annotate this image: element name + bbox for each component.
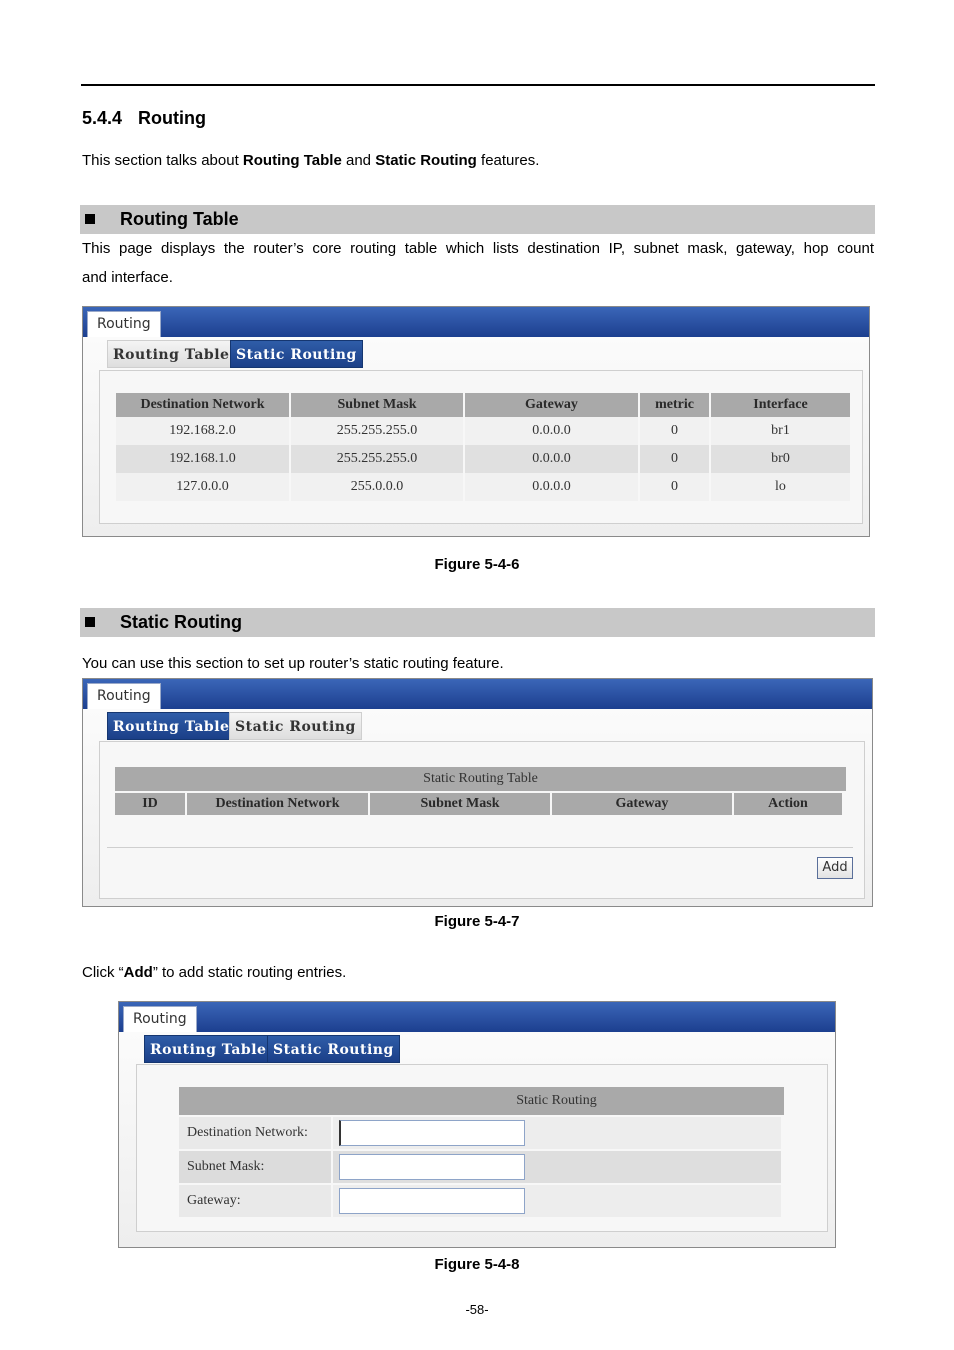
cell-interface: lo [711,473,850,501]
click-add-note [82,958,346,987]
cell-subnet: 255.0.0.0 [291,473,463,501]
panel-tab-routing[interactable]: Routing [123,1006,197,1032]
static-routing-form-screenshot [118,1001,836,1248]
panel-header-bar [119,1002,835,1032]
table-header-row [116,393,850,417]
gateway-input[interactable] [339,1188,525,1214]
band-heading: Routing Table [120,209,239,229]
table-header-row [115,793,842,815]
add-button[interactable]: Add [817,857,853,879]
col-gateway: Gateway [552,793,732,815]
band-heading: Static Routing [120,612,242,632]
note-text: Click “ [82,964,124,981]
label-gateway: Gateway: [179,1185,331,1217]
intro-paragraph [82,146,539,175]
value-cell [333,1117,781,1149]
cell-metric: 0 [640,417,709,445]
tab-static-routing[interactable]: Static Routing [267,1035,400,1063]
tab-routing-table[interactable]: Routing Table [107,340,235,368]
cell-interface: br0 [711,445,850,473]
note-text: ” to add static routing entries. [152,964,347,981]
panel-header-bar [83,679,872,709]
figure-caption-2: Figure 5-4-7 [434,913,520,930]
destination-network-input[interactable] [339,1120,525,1146]
cell-destination: 192.168.1.0 [116,445,289,473]
intro-text: and [341,152,376,169]
form-row-destination [179,1117,781,1149]
label-subnet-mask: Subnet Mask: [179,1151,331,1183]
section-heading: Routing [138,108,206,128]
col-destination-network: Destination Network [187,793,368,815]
intro-bold-routing-table: Routing Table [242,152,342,169]
bullet-square-icon [85,214,95,224]
static-routing-table-title: Static Routing Table [115,767,846,791]
cell-subnet: 255.255.255.0 [291,445,463,473]
routing-table-desc-line1: This page displays the router’s core routing table which lists destination IP, subnet mask, gateway, hop count [82,240,874,257]
form-row-subnet [179,1151,781,1183]
cell-interface: br1 [711,417,850,445]
section-band-static-routing [80,608,875,637]
subnet-mask-input[interactable] [339,1154,525,1180]
value-cell [333,1151,781,1183]
panel-tab-routing[interactable]: Routing [87,311,161,337]
form-row-gateway [179,1185,781,1217]
col-metric: metric [640,393,709,417]
section-title [82,108,206,129]
col-subnet-mask: Subnet Mask [291,393,463,417]
divider [107,847,853,848]
cell-gateway: 0.0.0.0 [465,473,638,501]
figure-caption-3: Figure 5-4-8 [434,1256,520,1273]
panel-tab-routing[interactable]: Routing [87,683,161,709]
static-routing-table-screenshot [82,678,873,907]
bullet-square-icon [85,617,95,627]
col-interface: Interface [711,393,850,417]
col-subnet-mask: Subnet Mask [370,793,550,815]
col-id: ID [115,793,185,815]
routing-table [114,393,852,501]
cell-destination: 127.0.0.0 [116,473,289,501]
tab-static-routing[interactable]: Static Routing [229,712,362,740]
routing-table-screenshot [82,306,870,537]
static-routing-table [113,793,844,815]
cell-gateway: 0.0.0.0 [465,445,638,473]
cell-subnet: 255.255.255.0 [291,417,463,445]
header-rule [81,84,875,86]
table-row [116,417,850,445]
tab-routing-table[interactable]: Routing Table [107,712,235,740]
value-cell [333,1185,781,1217]
table-row [116,445,850,473]
cell-destination: 192.168.2.0 [116,417,289,445]
col-destination-network: Destination Network [116,393,289,417]
cell-metric: 0 [640,445,709,473]
col-gateway: Gateway [465,393,638,417]
intro-bold-static-routing: Static Routing [375,152,477,169]
section-band-routing-table [80,205,875,234]
routing-table-desc-line2: and interface. [82,269,173,286]
col-action: Action [734,793,842,815]
page-number: -58- [465,1302,489,1317]
cell-gateway: 0.0.0.0 [465,417,638,445]
table-row [116,473,850,501]
intro-text: features. [476,152,540,169]
tab-routing-table[interactable]: Routing Table [144,1035,272,1063]
intro-text: This section talks about [82,152,243,169]
static-routing-desc: You can use this section to set up router’s static routing feature. [82,655,504,672]
cell-metric: 0 [640,473,709,501]
content-frame [99,741,865,899]
label-destination-network: Destination Network: [179,1117,331,1149]
tab-static-routing[interactable]: Static Routing [230,340,363,368]
figure-caption-1: Figure 5-4-6 [434,556,520,573]
section-number: 5.4.4 [82,108,123,128]
note-bold-add: Add [123,964,153,981]
form-title: Static Routing [179,1087,784,1115]
panel-header-bar [83,307,869,337]
